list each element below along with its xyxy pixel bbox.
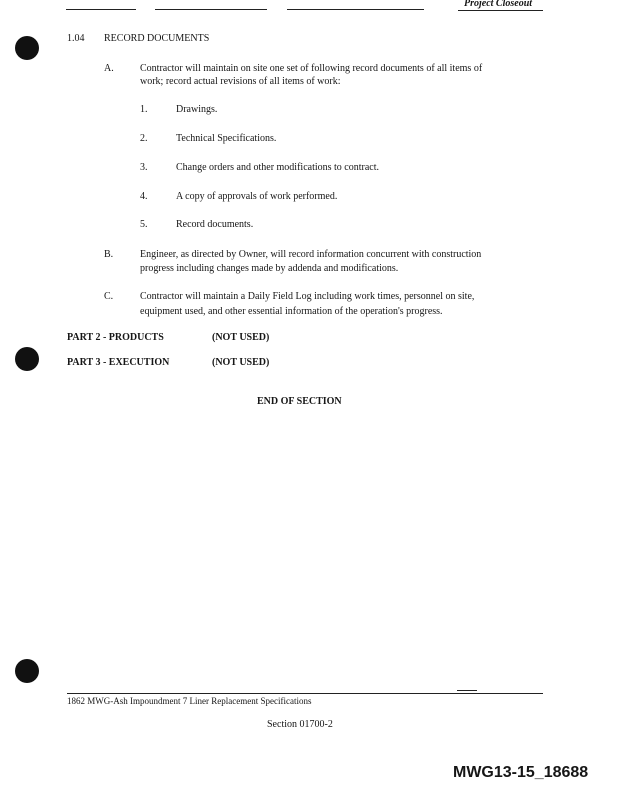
subitem-text: Technical Specifications. (176, 133, 277, 144)
part-label: PART 3 - EXECUTION (67, 357, 170, 368)
header-rule-4 (458, 10, 543, 11)
item-text-line: Contractor will maintain a Daily Field Log including work times, personnel on site, (140, 291, 475, 302)
item-letter: A. (104, 63, 114, 74)
part-status: (NOT USED) (212, 332, 270, 343)
binder-hole-bottom (15, 659, 39, 683)
binder-hole-middle (15, 347, 39, 371)
item-text-line: work; record actual revisions of all items of work: (140, 76, 341, 87)
header-section-title: Project Closeout (464, 0, 533, 9)
subitem-text: Drawings. (176, 104, 218, 115)
document-id-stamp: MWG13-15_18688 (453, 764, 589, 781)
item-letter: C. (104, 291, 114, 302)
part-label: PART 2 - PRODUCTS (67, 332, 164, 343)
header-rule-3 (287, 9, 424, 10)
part-status: (NOT USED) (212, 357, 270, 368)
item-letter: B. (104, 249, 114, 260)
subitem-text: Record documents. (176, 219, 254, 230)
subitem-text: A copy of approvals of work performed. (176, 191, 338, 202)
footer-section-number: Section 01700-2 (267, 719, 333, 730)
subitem-number: 3. (140, 162, 148, 173)
footer-project: 1862 MWG-Ash Impoundment 7 Liner Replacement Specifications (67, 696, 312, 706)
subitem-number: 4. (140, 191, 148, 202)
header-rule-2 (155, 9, 267, 10)
item-text-line: progress including changes made by addenda and modifications. (140, 263, 399, 274)
item-text-line: Engineer, as directed by Owner, will record information concurrent with construction (140, 249, 482, 260)
footer-rule-short (457, 690, 477, 691)
section-number: 1.04 (67, 33, 85, 44)
item-text-line: equipment used, and other essential information of the operation's progress. (140, 306, 443, 317)
footer-rule (67, 693, 543, 694)
item-text-line: Contractor will maintain on site one set of following record documents of all items of (140, 63, 483, 74)
header-rule-1 (66, 9, 136, 10)
subitem-number: 5. (140, 219, 148, 230)
binder-hole-top (15, 36, 39, 60)
subitem-number: 2. (140, 133, 148, 144)
end-of-section: END OF SECTION (257, 396, 342, 407)
section-heading: RECORD DOCUMENTS (104, 33, 210, 44)
subitem-text: Change orders and other modifications to contract. (176, 162, 379, 173)
subitem-number: 1. (140, 104, 148, 115)
